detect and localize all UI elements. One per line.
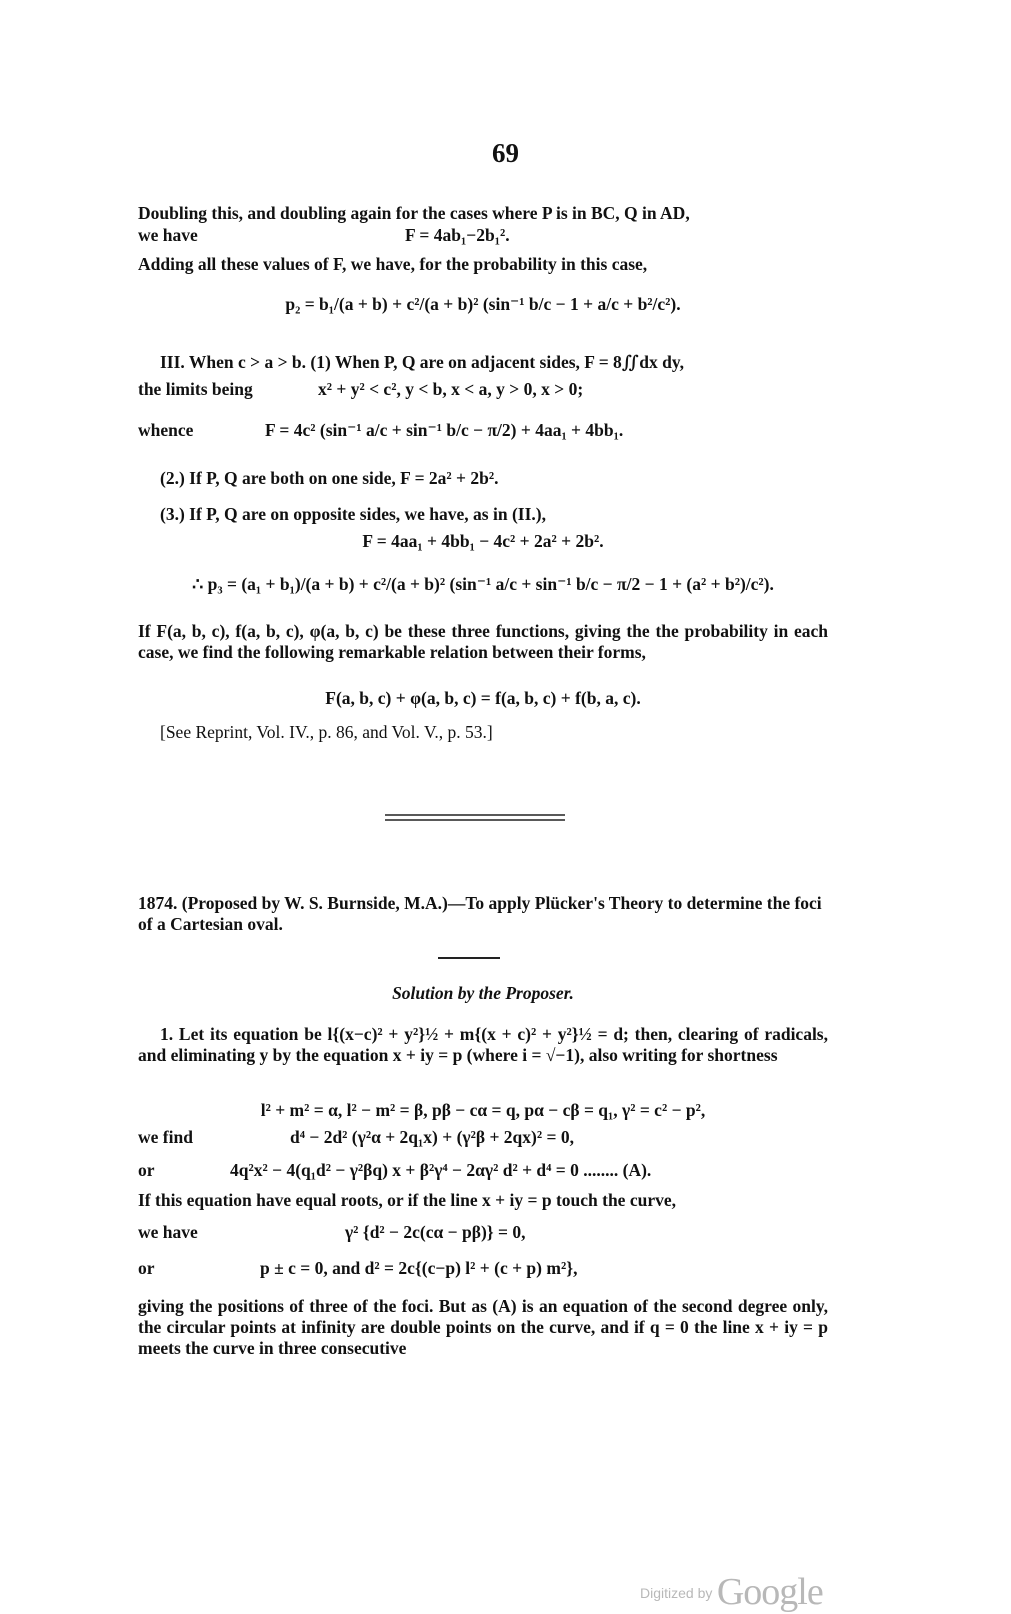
- equation-F1: F = 4ab₁−2b₁².: [405, 225, 510, 245]
- para-doubling-line1: Doubling this, and doubling again for the cases where P is in BC, Q in AD,: [138, 203, 690, 223]
- limits-inequalities: x² + y² < c², y < b, x < a, y > 0, x > 0;: [318, 379, 584, 399]
- equation-F3: F = 4aa₁ + 4bb₁ − 4c² + 2a² + 2b².: [362, 531, 604, 551]
- equation-p3: ∴ p₃ = (a₁ + b₁)/(a + b) + c²/(a + b)² (sin⁻¹ a/c + sin⁻¹ b/c − π/2 − 1 + (a² + b²)/c²).: [192, 574, 774, 594]
- equation-foci: p ± c = 0, and d² = 2c{(c−p) l² + (c + p) m²},: [260, 1258, 578, 1278]
- page-number: 69: [492, 138, 519, 168]
- equation-F-whence: F = 4c² (sin⁻¹ a/c + sin⁻¹ b/c − π/2) + 4aa₁ + 4bb₁.: [265, 420, 624, 440]
- watermark-google: Google: [716, 1571, 823, 1613]
- equation-p2: p₂ = b₁/(a + b) + c²/(a + b)² (sin⁻¹ b/c − 1 + a/c + b²/c²).: [285, 294, 681, 314]
- equation-shortness: l² + m² = α, l² − m² = β, pβ − cα = q, pα − cβ = q₁, γ² = c² − p²,: [260, 1100, 706, 1120]
- equation-we-find: d⁴ − 2d² (γ²α + 2q₁x) + (γ²β + 2qx)² = 0,: [290, 1127, 574, 1147]
- case-three-line1: III. When c > a > b. (1) When P, Q are on adjacent sides, F = 8∬dx dy,: [160, 352, 685, 372]
- equal-roots-line: If this equation have equal roots, or if the line x + iy = p touch the curve,: [138, 1190, 676, 1210]
- equation-A: 4q²x² − 4(q₁d² − γ²βq) x + β²γ⁴ − 2αγ² d² + d⁴ = 0 ........ (A).: [230, 1160, 652, 1180]
- we-have-label-2: we have: [138, 1222, 198, 1242]
- equation-gamma: γ² {d² − 2c(cα − pβ)} = 0,: [345, 1222, 526, 1242]
- whence-label: whence: [138, 420, 194, 440]
- final-paragraph: giving the positions of three of the foci. But as (A) is an equation of the second degree only, the circular points at infinity are double points on the curve, and if q = 0 the line x + iy = p meets the curve in three consecutive: [138, 1296, 828, 1358]
- google-watermark: [640, 1570, 823, 1614]
- or-label-2: or: [138, 1258, 155, 1278]
- short-rule: [436, 955, 502, 961]
- watermark-digitized-by: Digitized by: [640, 1585, 713, 1601]
- case-three-three: (3.) If P, Q are on opposite sides, we have, as in (II.),: [160, 504, 546, 524]
- section-double-rule: [380, 812, 570, 824]
- para-adding: Adding all these values of F, we have, for the probability in this case,: [138, 254, 648, 274]
- limits-label: the limits being: [138, 379, 253, 399]
- solution-heading: Solution by the Proposer.: [392, 983, 574, 1003]
- we-have-label-1: we have: [138, 225, 198, 245]
- or-label-1: or: [138, 1160, 155, 1180]
- question-1874: 1874. (Proposed by W. S. Burnside, M.A.)—To apply Plücker's Theory to determine the foci of a Cartesian oval.: [138, 893, 822, 934]
- equation-relation: F(a, b, c) + φ(a, b, c) = f(a, b, c) + f(b, a, c).: [325, 688, 641, 708]
- we-find-label: we find: [138, 1127, 193, 1147]
- case-three-two: (2.) If P, Q are both on one side, F = 2a² + 2b².: [160, 468, 499, 488]
- solution-para-1: 1. Let its equation be l{(x−c)² + y²}½ + m{(x + c)² + y²}½ = d; then, clearing of radicals, and eliminating y by the equation x + iy = p (where i = √−1), also writing for shortness: [138, 1024, 828, 1065]
- relation-paragraph: If F(a, b, c), f(a, b, c), φ(a, b, c) be these three functions, giving the the probability in each case, we find the following remarkable relation between their forms,: [138, 621, 828, 662]
- see-reference: [See Reprint, Vol. IV., p. 86, and Vol. V., p. 53.]: [160, 722, 493, 742]
